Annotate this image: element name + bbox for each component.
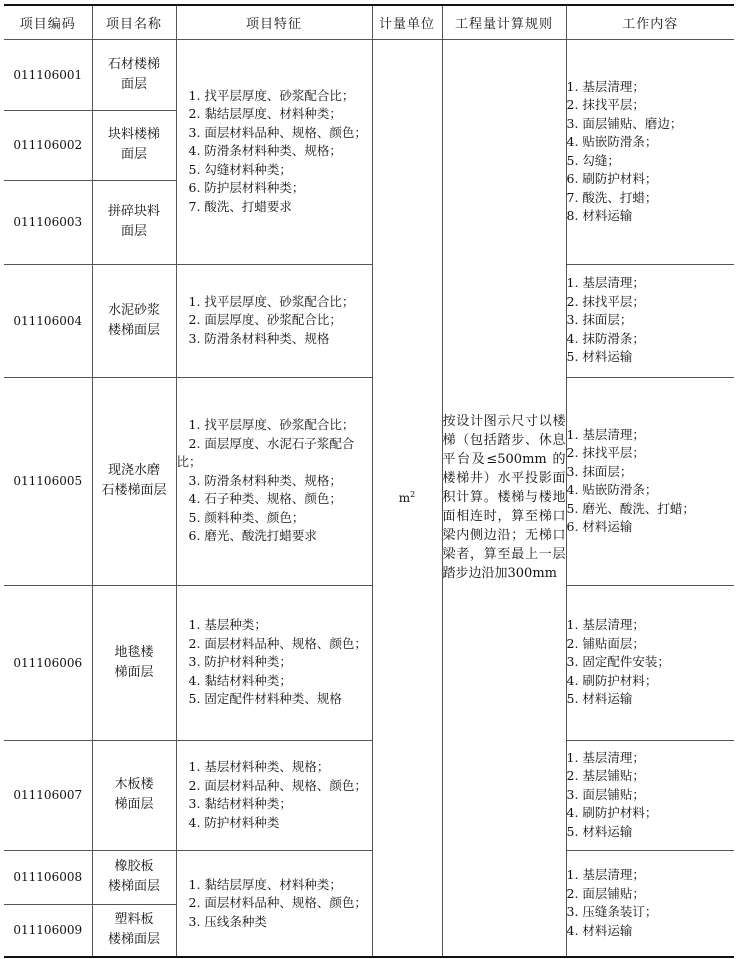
- table-row: [4, 377, 734, 585]
- item-code: 011106001: [4, 39, 92, 110]
- header-code: 项目编码: [4, 5, 92, 39]
- feature-line: 4. 防滑条材料种类、规格；: [188, 143, 342, 159]
- feature-line: 4. 石子种类、规格、颜色；: [188, 491, 342, 507]
- work-line: 4. 材料运输: [566, 922, 633, 938]
- item-work: [566, 585, 734, 740]
- feature-line: 1. 找平层厚度、砂浆配合比；: [188, 293, 355, 309]
- work-line: 2. 面层铺贴；: [566, 885, 645, 901]
- item-name-line: 楼梯面层: [107, 322, 160, 338]
- work-line: 5. 材料运输: [566, 691, 633, 707]
- header-name: 项目名称: [92, 5, 176, 39]
- work-line: 6. 刷防护材料；: [566, 171, 658, 186]
- feature-line: 1. 基层种类；: [188, 617, 267, 633]
- bill-of-quantities-table: [4, 4, 734, 958]
- item-code: 011106002: [4, 110, 92, 180]
- item-name-line: 面层: [120, 224, 147, 239]
- table-row: [4, 39, 734, 110]
- item-work: [566, 264, 734, 377]
- work-line: 5. 材料运输: [566, 349, 633, 365]
- feature-line: 2. 面层材料品种、规格、颜色；: [188, 635, 367, 651]
- feature-line: 4. 防护材料种类: [188, 814, 280, 830]
- table-row: [4, 585, 734, 740]
- feature-line: 2. 面层材料品种、规格、颜色；: [188, 895, 367, 910]
- item-name-line: 面层: [120, 76, 147, 92]
- item-code: 011106005: [4, 377, 92, 585]
- item-features: [176, 264, 372, 377]
- work-line: 3. 抹面层；: [566, 463, 633, 479]
- feature-line: 3. 防护材料种类；: [188, 654, 292, 670]
- item-name-line: 梯面层: [114, 797, 154, 812]
- feature-line: 3. 黏结材料种类；: [188, 796, 292, 811]
- item-features: [176, 377, 372, 585]
- work-line: 4. 刷防护材料；: [566, 805, 658, 821]
- item-code: 011106003: [4, 180, 92, 264]
- feature-line: 1. 找平层厚度、砂浆配合比；: [188, 417, 355, 433]
- item-name-line: 塑料板: [114, 912, 154, 928]
- feature-line: 4. 黏结材料种类；: [188, 672, 292, 688]
- item-code: 011106006: [4, 585, 92, 740]
- work-line: 5. 勾缝；: [566, 152, 620, 168]
- item-features: [176, 585, 372, 740]
- feature-line: 3. 压线条种类: [188, 913, 267, 929]
- item-name-line: 木板楼: [114, 777, 154, 792]
- feature-line: 2. 面层材料品种、规格、颜色；: [188, 777, 367, 793]
- work-line: 2. 基层铺贴；: [566, 768, 645, 784]
- item-name-line: 石楼梯面层: [101, 483, 167, 498]
- item-name-line: 梯面层: [114, 664, 154, 680]
- item-name-line: 地毯楼: [114, 644, 154, 660]
- table-row: [4, 264, 734, 377]
- item-name-line: 面层: [120, 147, 147, 162]
- work-line: 1. 基层清理；: [566, 749, 645, 765]
- work-line: 1. 基层清理；: [566, 78, 645, 94]
- item-work: [566, 850, 734, 957]
- feature-line: 7. 酸洗、打蜡要求: [188, 198, 292, 214]
- work-line: 4. 刷防护材料；: [566, 672, 658, 688]
- work-line: 5. 材料运输: [566, 823, 633, 839]
- work-line: 1. 基层清理；: [566, 867, 645, 883]
- work-line: 6. 材料运输: [566, 519, 633, 534]
- work-line: 8. 材料运输: [566, 208, 633, 223]
- work-line: 3. 面层铺贴、磨边；: [566, 115, 683, 131]
- item-name: [92, 264, 176, 377]
- work-line: 5. 磨光、酸洗、打蜡；: [566, 500, 695, 516]
- work-line: 4. 贴嵌防滑条；: [566, 134, 658, 149]
- feature-line: 5. 颜料种类、颜色；: [188, 509, 305, 525]
- item-work: [566, 740, 734, 850]
- item-work: [566, 377, 734, 585]
- work-line: 1. 基层清理；: [566, 426, 645, 442]
- item-features: [176, 39, 372, 264]
- feature-line: 6. 防护层材料种类；: [188, 180, 305, 196]
- item-features: [176, 850, 372, 957]
- item-code: 011106008: [4, 850, 92, 904]
- item-name: [92, 585, 176, 740]
- work-line: 3. 压缝条装订；: [566, 904, 658, 920]
- work-line: 2. 抹找平层；: [566, 293, 645, 309]
- item-name: [92, 740, 176, 850]
- feature-line: 3. 面层材料品种、规格、颜色；: [188, 124, 367, 140]
- item-name: [92, 39, 176, 110]
- work-line: 3. 抹面层；: [566, 312, 633, 328]
- work-line: 1. 基层清理；: [566, 617, 645, 633]
- header-work: 工作内容: [566, 5, 734, 39]
- item-name-line: 块料楼梯: [107, 127, 160, 142]
- table-row: [4, 850, 734, 904]
- feature-line: 3. 防滑条材料种类、规格: [188, 330, 330, 346]
- work-line: 1. 基层清理；: [566, 275, 645, 291]
- item-code: 011106007: [4, 740, 92, 850]
- item-name-line: 拼碎块料: [107, 204, 160, 219]
- item-name: [92, 850, 176, 904]
- work-line: 2. 抹找平层；: [566, 445, 645, 460]
- work-line: 4. 抹防滑条；: [566, 330, 645, 346]
- unit-cell: [372, 39, 442, 957]
- calculation-rule: 按设计图示尺寸以楼梯（包括踏步、休息平台及≤500mm 的楼梯井）水平投影面积计算。楼梯与楼地面相连时，算至梯口梁内侧边沿；无梯口梁者，算至最上一层踏步边沿加300mm: [442, 39, 566, 957]
- feature-line: 1. 找平层厚度、砂浆配合比；: [188, 87, 355, 103]
- work-line: 2. 铺贴面层；: [566, 635, 645, 651]
- item-name-line: 现浇水磨: [107, 463, 160, 478]
- unit-square-meter: [399, 491, 415, 505]
- work-line: 3. 固定配件安装；: [566, 654, 670, 670]
- feature-line: 6. 磨光、酸洗打蜡要求: [188, 528, 317, 544]
- item-name: [92, 110, 176, 180]
- item-features: [176, 740, 372, 850]
- feature-line: 2. 面层厚度、水泥石子浆配合比；: [176, 435, 355, 470]
- feature-line: 2. 黏结层厚度、材料种类；: [188, 106, 342, 122]
- feature-line: 3. 防滑条材料种类、规格；: [188, 472, 342, 488]
- item-name-line: 水泥砂浆: [107, 302, 160, 318]
- item-code: 011106009: [4, 904, 92, 957]
- table-row: [4, 740, 734, 850]
- feature-line: 5. 固定配件材料种类、规格: [188, 691, 342, 707]
- feature-line: 5. 勾缝材料种类；: [188, 161, 292, 177]
- unit-base: m: [398, 491, 411, 506]
- work-line: 2. 抹找平层；: [566, 97, 645, 112]
- header-rule: 工程量计算规则: [442, 5, 566, 39]
- item-name-line: 橡胶板: [114, 859, 154, 874]
- work-line: 4. 贴嵌防滑条；: [566, 482, 658, 497]
- feature-line: 1. 基层材料种类、规格；: [188, 759, 330, 774]
- unit-exponent: 2: [410, 490, 416, 500]
- item-name-line: 楼梯面层: [107, 932, 160, 948]
- feature-line: 2. 面层厚度、砂浆配合比；: [188, 312, 342, 328]
- item-name-line: 石材楼梯: [107, 56, 160, 72]
- item-name: [92, 180, 176, 264]
- feature-line: 1. 黏结层厚度、材料种类；: [188, 876, 342, 892]
- work-line: 3. 面层铺贴；: [566, 786, 645, 802]
- item-name: [92, 904, 176, 957]
- item-work: [566, 39, 734, 264]
- item-name: [92, 377, 176, 585]
- item-code: 011106004: [4, 264, 92, 377]
- header-unit: 计量单位: [372, 5, 442, 39]
- header-row: [4, 5, 734, 39]
- work-line: 7. 酸洗、打蜡；: [566, 189, 658, 205]
- header-features: 项目特征: [176, 5, 372, 39]
- item-name-line: 楼梯面层: [107, 879, 160, 894]
